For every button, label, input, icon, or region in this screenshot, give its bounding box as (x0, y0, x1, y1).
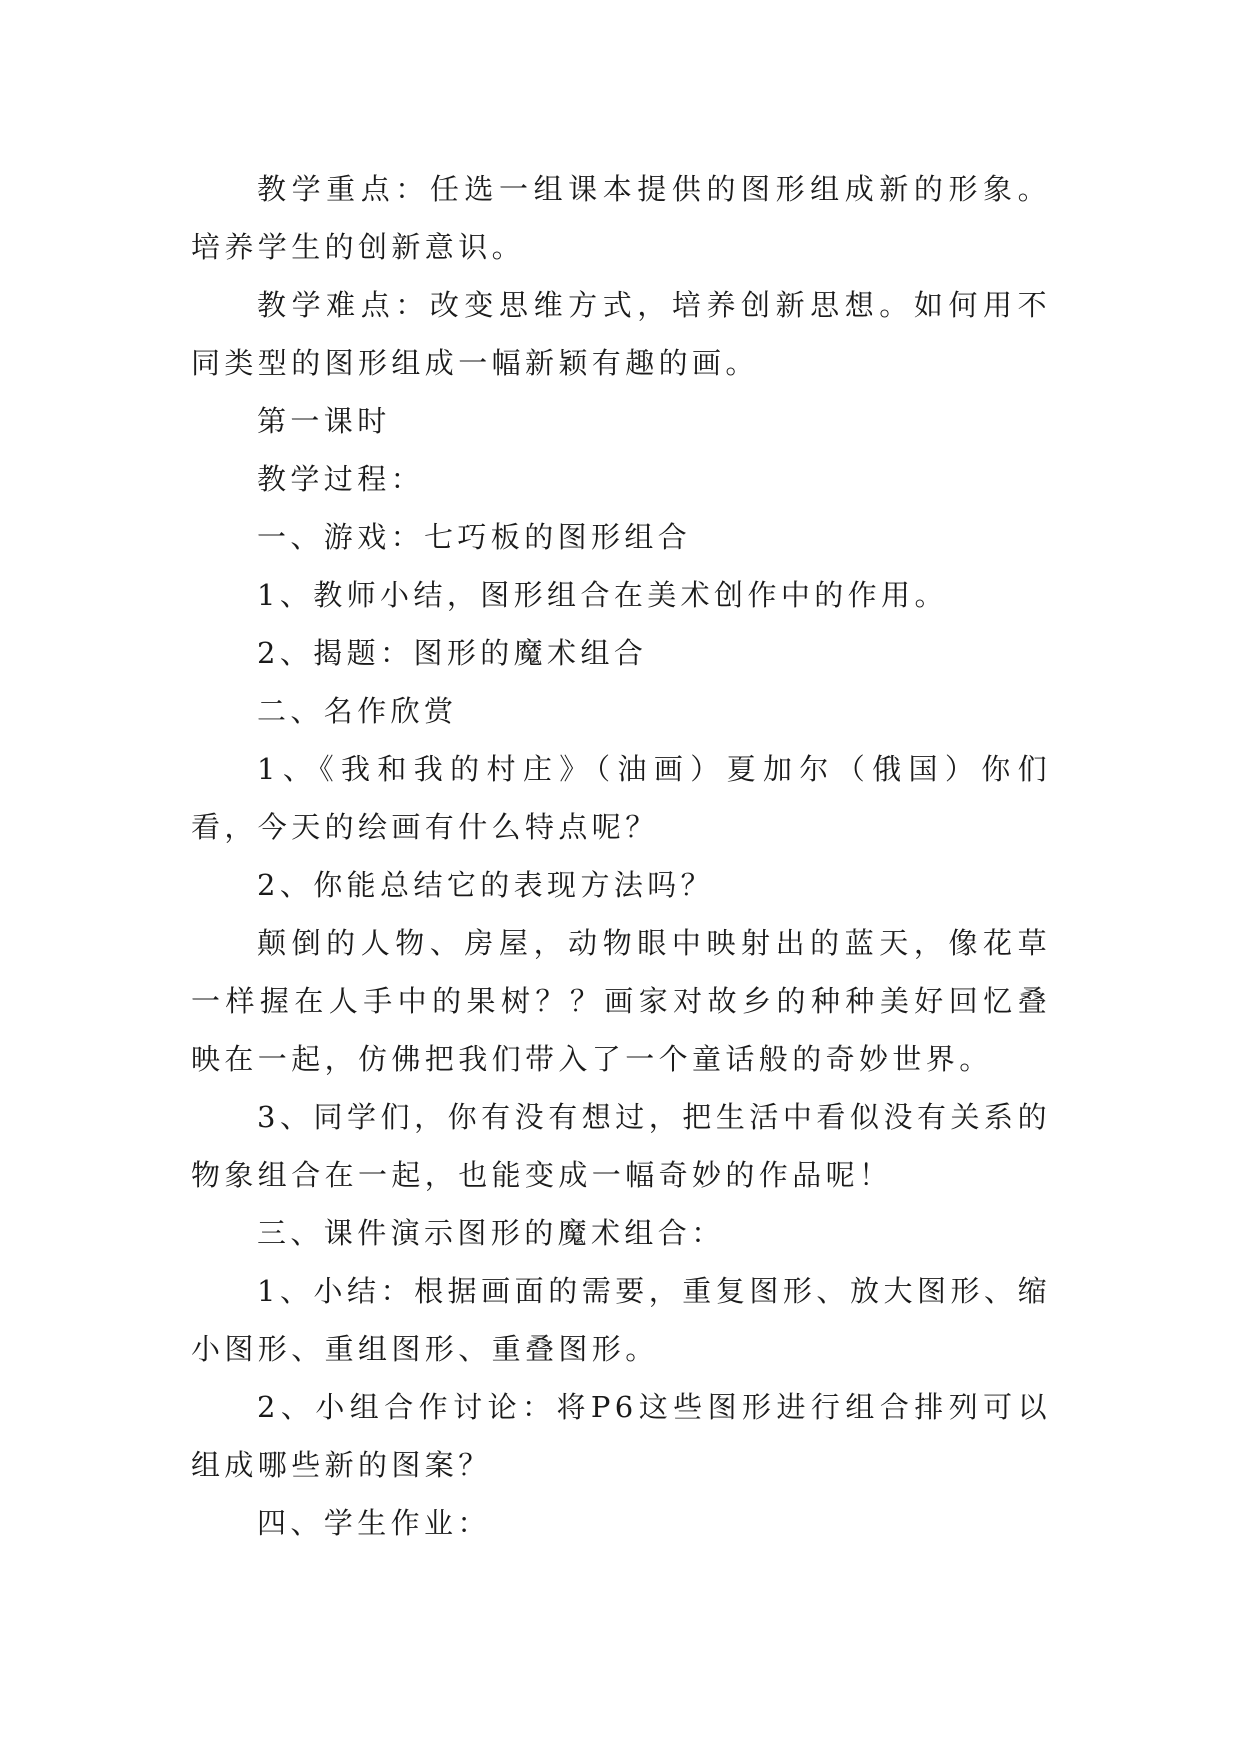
paragraph-section-4: 四、学生作业： (257, 1506, 491, 1540)
document-body (191, 160, 1051, 1552)
paragraph-section-1: 一、游戏：七巧板的图形组合 (257, 520, 692, 554)
paragraph-teaching-focus: 教学重点：任选一组课本提供的图形组成新的形象。培养学生的创新意识。 (191, 172, 1051, 264)
paragraph-teaching-process: 教学过程： (257, 462, 425, 496)
paragraph-item-3-1: 1、小结：根据画面的需要，重复图形、放大图形、缩小图形、重组图形、重叠图形。 (191, 1274, 1051, 1366)
paragraph-item-1-1: 1、教师小结，图形组合在美术创作中的作用。 (257, 578, 948, 612)
paragraph-section-2: 二、名作欣赏 (257, 694, 458, 728)
paragraph-section-3: 三、课件演示图形的魔术组合： (257, 1216, 725, 1250)
paragraph-teaching-difficulty: 教学难点：改变思维方式，培养创新思想。如何用不同类型的图形组成一幅新颖有趣的画。 (191, 288, 1051, 380)
paragraph-item-3-2: 2、小组合作讨论：将P6这些图形进行组合排列可以组成哪些新的图案？ (191, 1390, 1051, 1482)
paragraph-item-2-1: 1、《我和我的村庄》（油画）夏加尔（俄国）你们看，今天的绘画有什么特点呢？ (191, 752, 1051, 844)
paragraph-item-2-2: 2、你能总结它的表现方法吗？ (257, 868, 715, 902)
paragraph-description: 颠倒的人物、房屋，动物眼中映射出的蓝天，像花草一样握在人手中的果树？？画家对故乡的种种美好回忆叠映在一起，仿佛把我们带入了一个童话般的奇妙世界。 (191, 926, 1051, 1076)
paragraph-item-1-2: 2、揭题：图形的魔术组合 (257, 636, 648, 670)
paragraph-first-lesson: 第一课时 (257, 404, 391, 438)
paragraph-item-2-3: 3、同学们，你有没有想过，把生活中看似没有关系的物象组合在一起，也能变成一幅奇妙的作品呢！ (191, 1100, 1051, 1192)
